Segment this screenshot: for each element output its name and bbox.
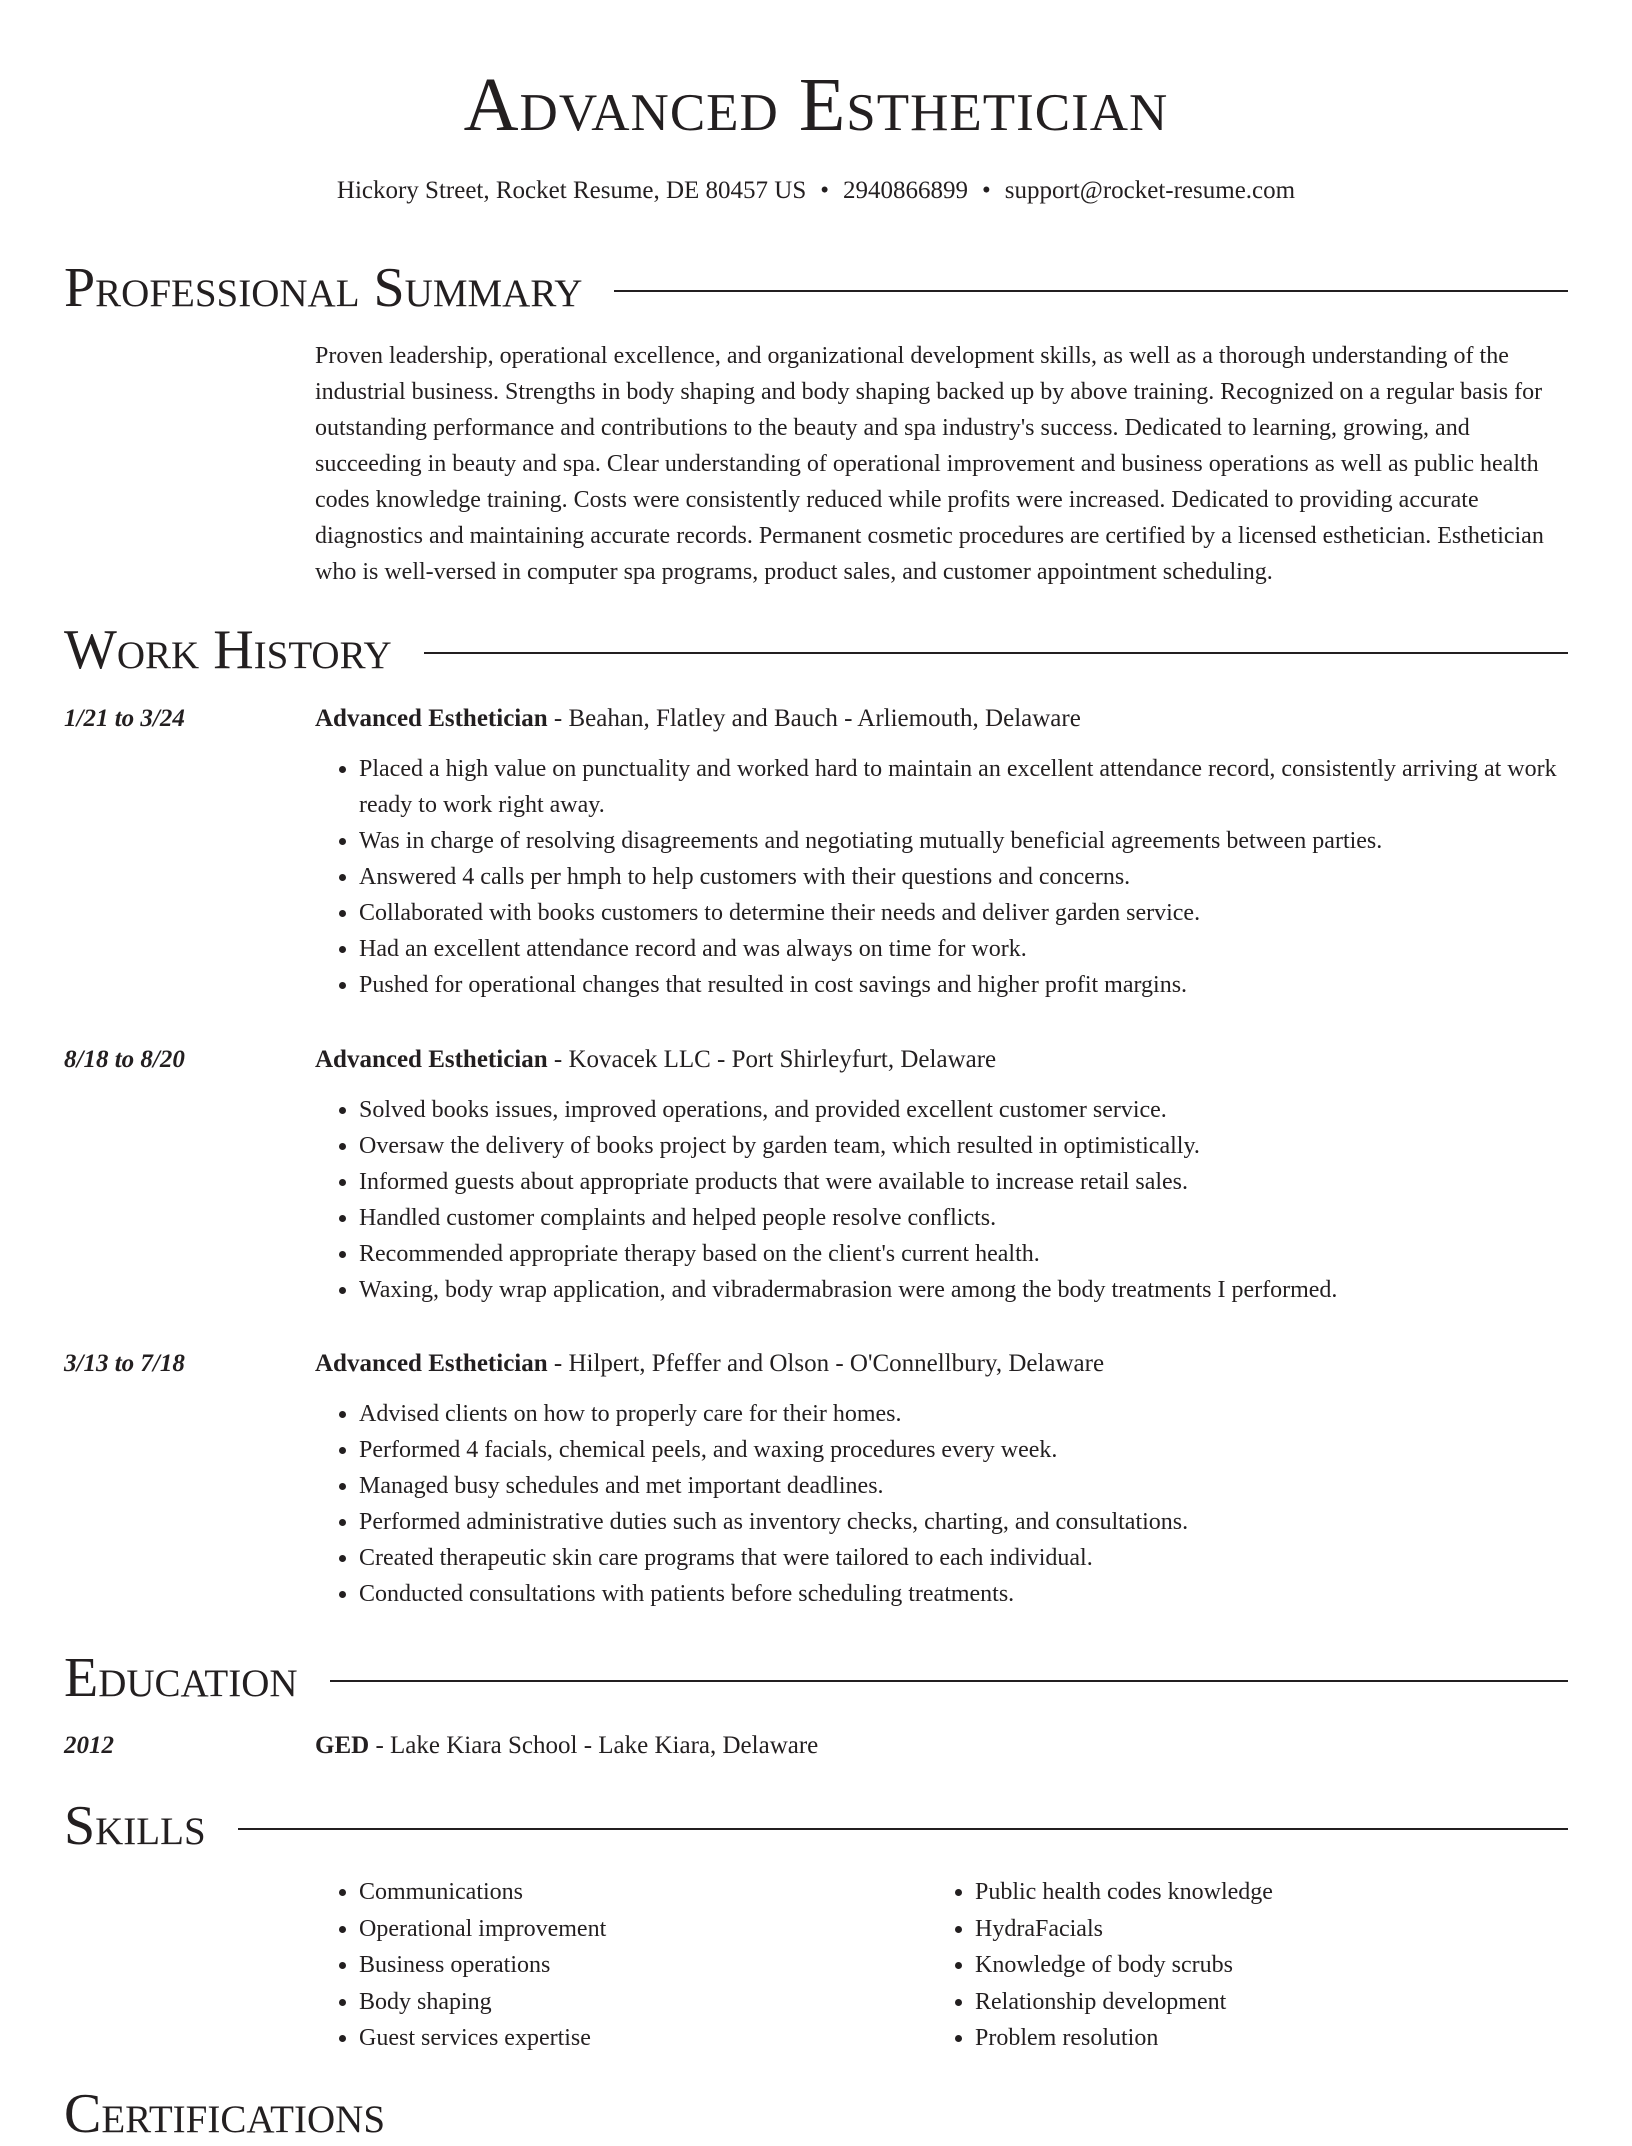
work-section-title: Work History (64, 619, 392, 681)
skills-list (315, 1874, 1568, 2057)
job-heading (64, 1346, 1568, 1382)
skill-item: • Communications (359, 1874, 931, 1911)
certifications-section-header (64, 2082, 1568, 2146)
skill-item: • Relationship development (975, 1984, 1547, 2021)
job-bullet: • Answered 4 calls per hmph to help customers with their questions and concerns. (359, 859, 1568, 895)
job-employer: - Hilpert, Pfeffer and Olson - O'Connellbury, Delaware (547, 1350, 1105, 1377)
job-title: Advanced Esthetician (315, 1350, 548, 1377)
job-bullet: • Recommended appropriate therapy based on the client's current health. (359, 1236, 1568, 1272)
job-bullet: • Performed 4 facials, chemical peels, and waxing procedures every week. (359, 1432, 1568, 1468)
education-degree: GED (315, 1732, 370, 1759)
job-title-line (315, 1042, 996, 1078)
job-title: Advanced Esthetician (315, 1046, 548, 1073)
skill-item: • Problem resolution (975, 2020, 1547, 2057)
education-section-header (64, 1646, 1568, 1710)
skills-column-left (315, 1874, 931, 2057)
education-section-title: Education (64, 1647, 298, 1709)
job-bullet: • Conducted consultations with patients before scheduling treatments. (359, 1576, 1568, 1612)
section-divider (330, 1680, 1568, 1682)
job-heading (64, 1042, 1568, 1078)
job-entry (64, 1042, 1568, 1308)
job-bullet: • Collaborated with books customers to determine their needs and deliver garden service. (359, 895, 1568, 931)
education-entry (64, 1728, 1568, 1764)
job-bullet: • Advised clients on how to properly care for their homes. (359, 1396, 1568, 1432)
job-bullets (315, 1396, 1568, 1612)
job-bullet: • Performed administrative duties such as inventory checks, charting, and consultations. (359, 1504, 1568, 1540)
education-line (315, 1728, 818, 1764)
contact-separator: • (982, 177, 991, 204)
education-school: - Lake Kiara School - Lake Kiara, Delaware (369, 1732, 819, 1759)
summary-text: Proven leadership, operational excellence, and organizational development skills, as well as a thorough understanding of the industrial business. Strengths in body shaping and body shaping backed up by above training. Recognized on a regular basis for outstanding performance and contributions to the beauty and spa industry's success. Dedicated to learning, growing, and succeeding in beauty and spa. Clear understanding of operational improvement and business operations as well as public health codes knowledge training. Costs were consistently reduced while profits were increased. Dedicated to providing accurate diagnostics and maintaining accurate records. Permanent cosmetic procedures are certified by a licensed esthetician. Esthetician who is well-versed in computer spa programs, product sales, and customer appointment scheduling. (315, 343, 1544, 585)
job-employer: - Kovacek LLC - Port Shirleyfurt, Delaware (547, 1046, 997, 1073)
section-divider (238, 1828, 1568, 1830)
summary-section-title: Professional Summary (64, 257, 583, 319)
job-bullet: • Was in charge of resolving disagreements and negotiating mutually beneficial agreements between parties. (359, 823, 1568, 859)
skill-item: • Knowledge of body scrubs (975, 1947, 1547, 1984)
resume-name: Advanced Esthetician (463, 63, 1169, 147)
skill-item: • HydraFacials (975, 1911, 1547, 1948)
summary-section-header (64, 256, 1568, 320)
job-bullet: • Solved books issues, improved operations, and provided excellent customer service. (359, 1092, 1568, 1128)
skills-section-header (64, 1794, 1568, 1858)
job-dates: 1/21 to 3/24 (64, 705, 185, 732)
skill-item: • Operational improvement (359, 1911, 931, 1948)
education-year: 2012 (64, 1732, 114, 1759)
contact-separator: • (820, 177, 830, 204)
section-divider (614, 290, 1568, 292)
job-bullet: • Created therapeutic skin care programs that were tailored to each individual. (359, 1540, 1568, 1576)
skill-item: • Body shaping (359, 1984, 931, 2021)
job-bullet: • Pushed for operational changes that resulted in cost savings and higher profit margins. (359, 967, 1568, 1003)
job-bullet: • Oversaw the delivery of books project by garden team, which resulted in optimistically. (359, 1128, 1568, 1164)
job-employer: - Beahan, Flatley and Bauch - Arliemouth, Delaware (547, 705, 1081, 732)
skill-item: • Public health codes knowledge (975, 1874, 1547, 1911)
job-bullet: • Handled customer complaints and helped people resolve conflicts. (359, 1200, 1568, 1236)
job-bullets (315, 1092, 1568, 1308)
job-entry (64, 1346, 1568, 1612)
job-title: Advanced Esthetician (315, 705, 548, 732)
job-bullets (315, 751, 1568, 1003)
job-bullet: • Placed a high value on punctuality and worked hard to maintain an excellent attendance record, consistently arriving at work ready to work right away. (359, 751, 1568, 823)
education-heading (64, 1728, 1568, 1764)
contact-line (64, 174, 1568, 208)
job-bullet: • Had an excellent attendance record and was always on time for work. (359, 931, 1568, 967)
skill-item: • Business operations (359, 1947, 931, 1984)
skill-item: • Guest services expertise (359, 2020, 931, 2057)
job-bullet: • Informed guests about appropriate products that were available to increase retail sales. (359, 1164, 1568, 1200)
job-dates: 3/13 to 7/18 (64, 1350, 185, 1377)
skills-column-right (931, 1874, 1547, 2057)
certifications-section-title: Certifications (64, 2083, 386, 2145)
job-title-line (315, 1346, 1104, 1382)
job-title-line (315, 701, 1081, 737)
job-bullet: • Managed busy schedules and met important deadlines. (359, 1468, 1568, 1504)
job-dates: 8/18 to 8/20 (64, 1046, 185, 1073)
contact-phone: 2940866899 (843, 177, 969, 204)
contact-email: support@rocket-resume.com (1004, 177, 1296, 204)
work-section-header (64, 618, 1568, 682)
job-bullet: • Waxing, body wrap application, and vibradermabrasion were among the body treatments I performed. (359, 1272, 1568, 1308)
section-divider (424, 652, 1568, 654)
skills-section-title: Skills (64, 1795, 206, 1857)
contact-address: Hickory Street, Rocket Resume, DE 80457 US (336, 177, 807, 204)
job-entry (64, 701, 1568, 1003)
job-heading (64, 701, 1568, 737)
